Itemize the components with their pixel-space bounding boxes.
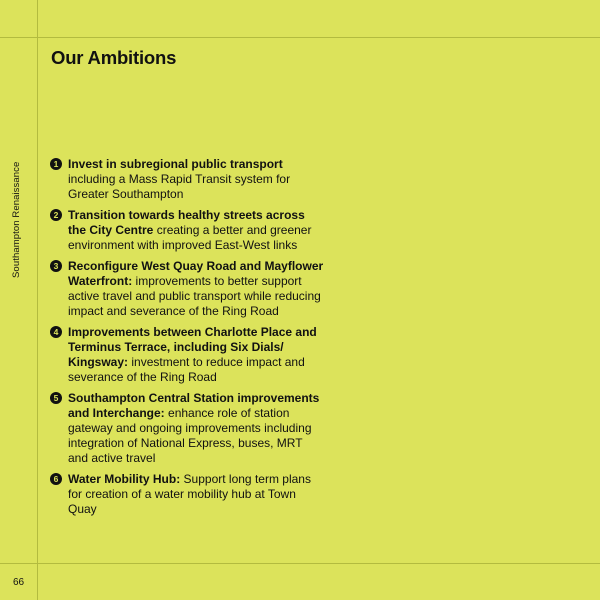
item-text: including a Mass Rapid Transit system for Greater Southampton: [68, 172, 291, 201]
document-title-vertical: Southampton Renaissance: [11, 161, 22, 278]
number-badge: 5: [50, 392, 62, 404]
number-badge: 6: [50, 473, 62, 485]
item-heading: Water Mobility Hub:: [68, 472, 181, 486]
item-text: Support long term plans for creation of a water mobility hub at Town Quay: [68, 472, 311, 516]
page-title: Our Ambitions: [51, 47, 177, 68]
list-item: [50, 325, 325, 385]
left-divider: [37, 0, 38, 600]
number-badge: 1: [50, 158, 62, 170]
bottom-divider: [0, 563, 600, 564]
item-heading: Improvements between Charlotte Place and Terminus Terrace, including Six Dials/ Kingsway:: [68, 325, 317, 369]
list-item: [50, 157, 325, 202]
page-number: 66: [13, 577, 25, 588]
item-heading: Southampton Central Station improvements and Interchange:: [68, 391, 320, 420]
item-heading: Transition towards healthy streets across the City Centre: [68, 208, 305, 237]
list-item: [50, 259, 325, 319]
item-text: investment to reduce impact and severance of the Ring Road: [68, 355, 305, 384]
list-item: [50, 208, 325, 253]
number-badge: 2: [50, 209, 62, 221]
list-item: [50, 472, 325, 517]
item-text: creating a better and greener environment with improved East-West links: [68, 223, 312, 252]
item-heading: Reconfigure West Quay Road and Mayflower Waterfront:: [68, 259, 324, 288]
item-heading: Invest in subregional public transport: [68, 157, 283, 171]
ambitions-list: [50, 157, 325, 523]
item-text: enhance role of station gateway and ongoing improvements including integration of National Express, buses, MRT and active travel: [68, 406, 312, 465]
top-divider: [0, 37, 600, 38]
list-item: [50, 391, 325, 466]
number-badge: 3: [50, 260, 62, 272]
number-badge: 4: [50, 326, 62, 338]
item-text: improvements to better support active travel and public transport while reducing impact and severance of the Ring Road: [68, 274, 321, 318]
